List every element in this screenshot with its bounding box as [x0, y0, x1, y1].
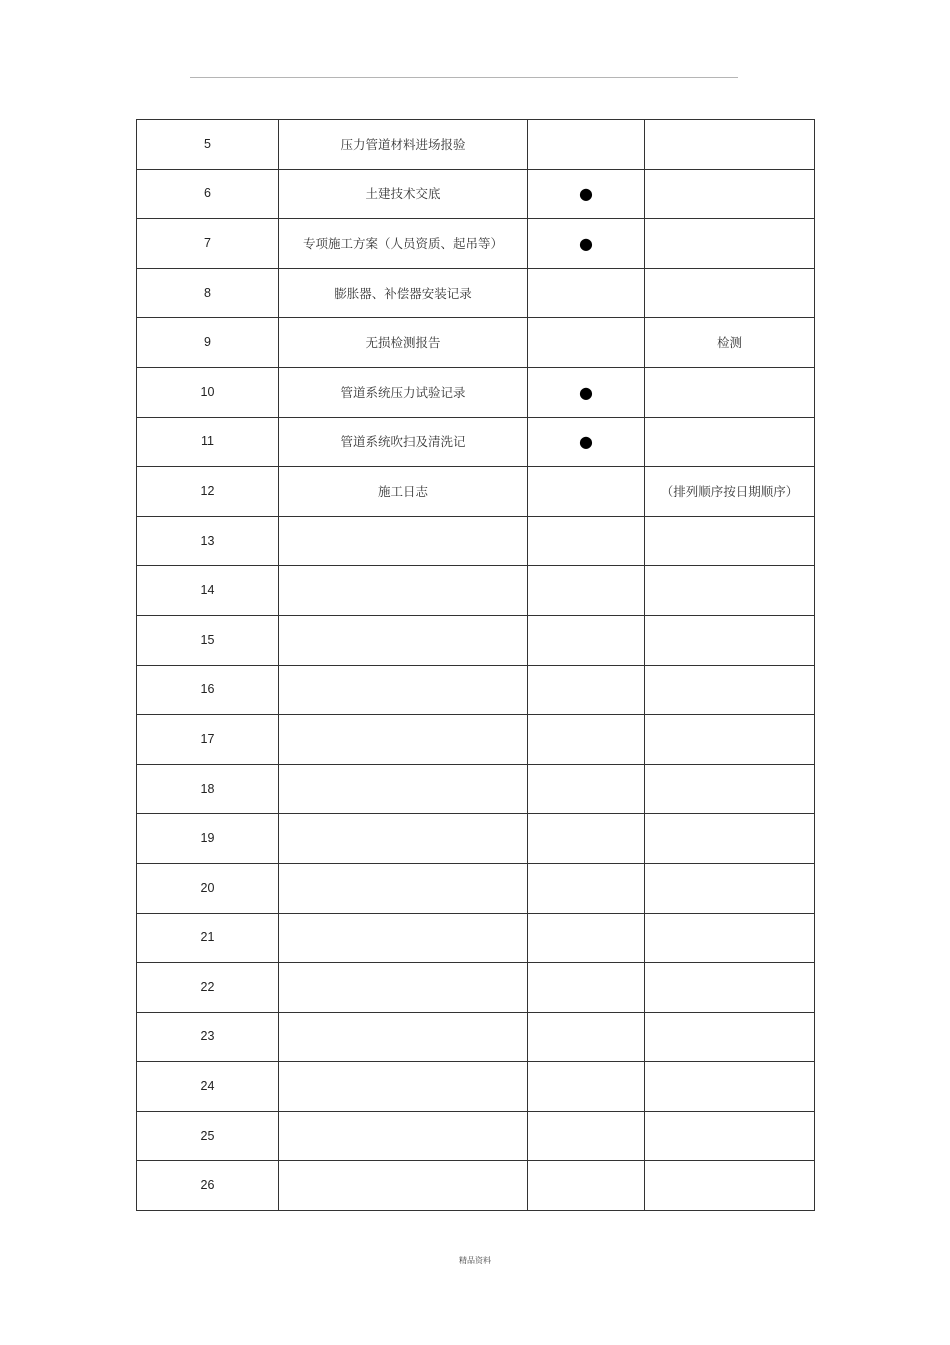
note-cell — [645, 566, 815, 616]
mark-cell — [528, 268, 645, 318]
note-cell — [645, 367, 815, 417]
item-name-cell — [279, 715, 528, 765]
table-row — [137, 814, 815, 864]
table-row — [137, 219, 815, 269]
mark-cell — [528, 715, 645, 765]
row-number-cell: 11 — [137, 417, 279, 467]
row-number-cell: 22 — [137, 963, 279, 1013]
row-number-cell: 12 — [137, 467, 279, 517]
table-row — [137, 1161, 815, 1211]
item-name-cell: 专项施工方案（人员资质、起吊等） — [279, 219, 528, 269]
item-name-cell — [279, 1012, 528, 1062]
table-row — [137, 120, 815, 170]
item-name-cell — [279, 665, 528, 715]
note-cell — [645, 715, 815, 765]
mark-cell — [528, 516, 645, 566]
row-number-cell: 19 — [137, 814, 279, 864]
item-name-cell — [279, 1111, 528, 1161]
table-row — [137, 764, 815, 814]
item-name-cell — [279, 1161, 528, 1211]
row-number-cell: 21 — [137, 913, 279, 963]
note-cell — [645, 764, 815, 814]
mark-cell: ● — [528, 367, 645, 417]
table-row — [137, 516, 815, 566]
row-number-cell: 10 — [137, 367, 279, 417]
row-number-cell: 23 — [137, 1012, 279, 1062]
row-number-cell: 14 — [137, 566, 279, 616]
item-name-cell — [279, 764, 528, 814]
mark-cell — [528, 1062, 645, 1112]
note-cell — [645, 120, 815, 170]
item-name-cell — [279, 913, 528, 963]
item-name-cell: 膨胀器、补偿器安装记录 — [279, 268, 528, 318]
row-number-cell: 24 — [137, 1062, 279, 1112]
item-name-cell: 压力管道材料进场报验 — [279, 120, 528, 170]
mark-cell — [528, 665, 645, 715]
row-number-cell: 16 — [137, 665, 279, 715]
mark-cell — [528, 963, 645, 1013]
table-row — [137, 913, 815, 963]
footer-text: 精品资料 — [459, 1256, 491, 1265]
mark-cell — [528, 615, 645, 665]
row-number-cell: 15 — [137, 615, 279, 665]
table-row — [137, 169, 815, 219]
table-row — [137, 1111, 815, 1161]
note-cell — [645, 219, 815, 269]
note-cell — [645, 814, 815, 864]
table-row — [137, 566, 815, 616]
note-cell — [645, 963, 815, 1013]
table-row — [137, 1062, 815, 1112]
mark-cell: ● — [528, 169, 645, 219]
item-name-cell — [279, 863, 528, 913]
mark-cell: ● — [528, 417, 645, 467]
mark-cell — [528, 318, 645, 368]
item-name-cell: 管道系统压力试验记录 — [279, 367, 528, 417]
mark-cell — [528, 1161, 645, 1211]
row-number-cell: 18 — [137, 764, 279, 814]
note-cell — [645, 169, 815, 219]
row-number-cell: 6 — [137, 169, 279, 219]
item-name-cell: 无损检测报告 — [279, 318, 528, 368]
row-number-cell: 13 — [137, 516, 279, 566]
note-cell — [645, 1111, 815, 1161]
row-number-cell: 9 — [137, 318, 279, 368]
header-rule — [190, 77, 738, 78]
item-name-cell — [279, 516, 528, 566]
table-row — [137, 665, 815, 715]
item-name-cell — [279, 566, 528, 616]
item-name-cell: 施工日志 — [279, 467, 528, 517]
row-number-cell: 5 — [137, 120, 279, 170]
item-name-cell — [279, 814, 528, 864]
note-cell — [645, 913, 815, 963]
note-cell — [645, 615, 815, 665]
mark-cell — [528, 863, 645, 913]
row-number-cell: 17 — [137, 715, 279, 765]
row-number-cell: 7 — [137, 219, 279, 269]
mark-cell — [528, 913, 645, 963]
note-cell: （排列顺序按日期顺序） — [645, 467, 815, 517]
note-cell — [645, 1012, 815, 1062]
mark-cell: ● — [528, 219, 645, 269]
note-cell — [645, 417, 815, 467]
table-row — [137, 367, 815, 417]
mark-cell — [528, 566, 645, 616]
item-name-cell: 管道系统吹扫及清洗记 — [279, 417, 528, 467]
table-row — [137, 615, 815, 665]
records-table — [136, 119, 815, 1211]
item-name-cell: 土建技术交底 — [279, 169, 528, 219]
note-cell — [645, 516, 815, 566]
note-cell — [645, 1062, 815, 1112]
mark-cell — [528, 1111, 645, 1161]
note-cell — [645, 863, 815, 913]
row-number-cell: 20 — [137, 863, 279, 913]
mark-cell — [528, 120, 645, 170]
table-row — [137, 318, 815, 368]
table-row — [137, 268, 815, 318]
mark-cell — [528, 1012, 645, 1062]
table-row — [137, 715, 815, 765]
table-row — [137, 467, 815, 517]
item-name-cell — [279, 963, 528, 1013]
mark-cell — [528, 764, 645, 814]
note-cell — [645, 665, 815, 715]
table-row — [137, 963, 815, 1013]
note-cell — [645, 268, 815, 318]
table-row — [137, 863, 815, 913]
item-name-cell — [279, 1062, 528, 1112]
note-cell — [645, 1161, 815, 1211]
item-name-cell — [279, 615, 528, 665]
row-number-cell: 26 — [137, 1161, 279, 1211]
mark-cell — [528, 814, 645, 864]
mark-cell — [528, 467, 645, 517]
row-number-cell: 25 — [137, 1111, 279, 1161]
table-row — [137, 1012, 815, 1062]
table-row — [137, 417, 815, 467]
note-cell: 检测 — [645, 318, 815, 368]
row-number-cell: 8 — [137, 268, 279, 318]
